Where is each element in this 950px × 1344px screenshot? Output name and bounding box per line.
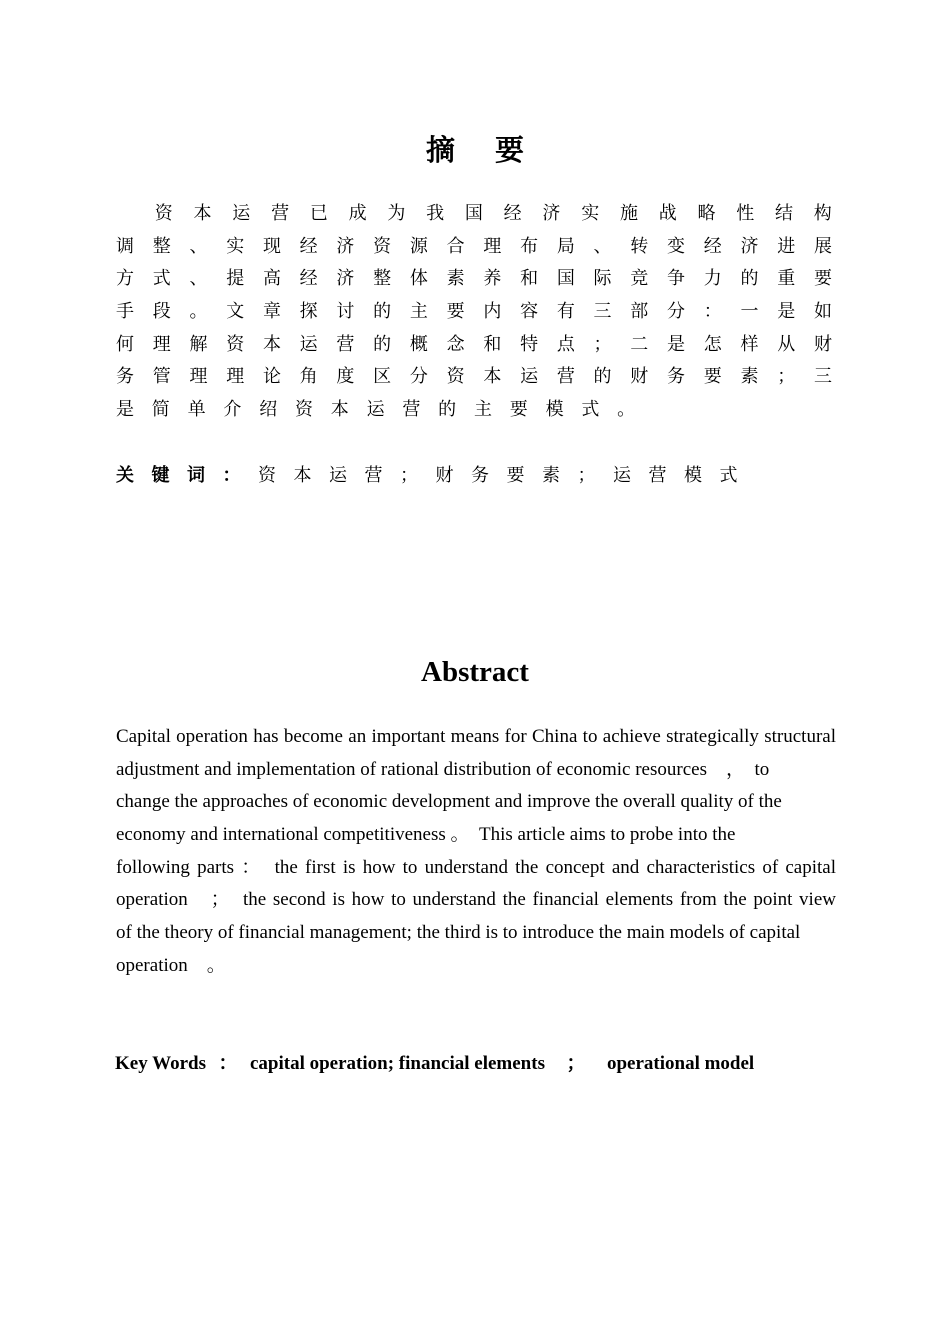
chinese-char: 。 <box>617 399 636 421</box>
chinese-char: 本 <box>262 333 281 355</box>
chinese-char: 要 <box>813 268 832 290</box>
chinese-char: 如 <box>813 301 832 323</box>
chinese-char: 现 <box>262 235 281 257</box>
chinese-char: 样 <box>740 333 759 355</box>
chinese-char: 要 <box>446 301 465 323</box>
chinese-char: 手 <box>116 301 134 323</box>
chinese-char: 主 <box>473 399 492 421</box>
chinese-char: 养 <box>483 268 502 290</box>
chinese-char: 、 <box>189 268 208 290</box>
english-keywords-part1: capital operation; financial elements <box>249 1053 545 1074</box>
chinese-char: 的 <box>740 268 759 290</box>
chinese-char: 角 <box>299 366 318 388</box>
chinese-char: 理 <box>226 366 245 388</box>
chinese-char: 绍 <box>259 399 278 421</box>
chinese-char: 运 <box>366 399 385 421</box>
chinese-char: 营 <box>402 399 421 421</box>
chinese-keywords <box>116 460 755 492</box>
chinese-char: 理 <box>189 366 208 388</box>
chinese-char: ； <box>593 333 612 355</box>
chinese-char: 主 <box>409 301 428 323</box>
chinese-char: 济 <box>740 235 759 257</box>
chinese-char: 为 <box>387 203 406 224</box>
english-line: following parts ： the first is how to understand the concept and characteristics of capital <box>116 856 836 878</box>
chinese-char: 资 <box>373 235 392 257</box>
chinese-char: 单 <box>187 399 206 421</box>
chinese-char: 布 <box>520 235 539 257</box>
chinese-char: 提 <box>226 268 245 290</box>
chinese-line <box>116 296 832 329</box>
chinese-char: 务 <box>667 366 686 388</box>
chinese-char: 整 <box>152 235 171 257</box>
chinese-char: 有 <box>556 301 575 323</box>
chinese-line <box>116 329 832 362</box>
chinese-char: 调 <box>116 235 134 257</box>
chinese-char: 济 <box>336 268 355 290</box>
english-line: adjustment and implementation of rational distribution of economic resources ， to <box>116 758 770 780</box>
chinese-char: 争 <box>667 268 686 290</box>
chinese-char: 的 <box>373 301 392 323</box>
chinese-char: 分 <box>667 301 686 323</box>
chinese-char: 本 <box>330 399 349 421</box>
chinese-char: 部 <box>630 301 649 323</box>
english-line: of the theory of financial management; the third is to introduce the main models of capital <box>116 922 801 944</box>
english-keywords-semicolon: ； <box>566 1053 586 1074</box>
chinese-char: 国 <box>556 268 575 290</box>
english-line: change the approaches of economic development and improve the overall quality of the <box>116 791 782 813</box>
chinese-char: 资 <box>446 366 465 388</box>
chinese-char: 已 <box>309 203 328 224</box>
chinese-char: 概 <box>409 333 428 355</box>
chinese-char: 运 <box>232 203 251 224</box>
chinese-char: 实 <box>226 235 245 257</box>
chinese-char: 本 <box>483 366 502 388</box>
english-abstract-title: Abstract <box>421 656 529 688</box>
chinese-char: 运 <box>520 366 539 388</box>
chinese-line <box>116 361 832 394</box>
chinese-char: 要 <box>703 366 722 388</box>
chinese-char: 财 <box>813 333 832 355</box>
chinese-char: 素 <box>446 268 465 290</box>
chinese-char: 展 <box>813 235 832 257</box>
chinese-line <box>116 263 832 296</box>
chinese-char: 高 <box>262 268 281 290</box>
chinese-char: 从 <box>777 333 796 355</box>
chinese-char: 是 <box>777 301 796 323</box>
chinese-char: 是 <box>116 399 134 421</box>
chinese-char: 三 <box>813 366 832 388</box>
chinese-char: 经 <box>503 203 522 224</box>
chinese-char: 理 <box>152 333 171 355</box>
chinese-char: 章 <box>262 301 281 323</box>
chinese-char: 要 <box>509 399 528 421</box>
chinese-char: ； <box>777 366 796 388</box>
chinese-char: 济 <box>336 235 355 257</box>
chinese-char: 的 <box>593 366 612 388</box>
chinese-char: 营 <box>271 203 290 224</box>
chinese-char: 和 <box>483 333 502 355</box>
chinese-char: 竞 <box>630 268 649 290</box>
chinese-char: 怎 <box>703 333 722 355</box>
english-keywords-label: Key Words <box>115 1053 206 1074</box>
english-keywords-part2: operational model <box>606 1053 755 1074</box>
chinese-char: 何 <box>116 333 134 355</box>
chinese-char: 体 <box>409 268 428 290</box>
chinese-char: 战 <box>658 203 677 224</box>
english-keywords-colon: ： <box>218 1053 238 1074</box>
chinese-char: 探 <box>299 301 318 323</box>
chinese-char: 的 <box>438 399 457 421</box>
chinese-char: 资 <box>226 333 245 355</box>
english-line: operation 。 <box>116 954 226 976</box>
chinese-line <box>116 198 832 231</box>
chinese-char: 、 <box>189 235 208 257</box>
chinese-char: 一 <box>740 301 759 323</box>
chinese-char: 、 <box>593 235 612 257</box>
chinese-char: 是 <box>667 333 686 355</box>
chinese-char: 转 <box>630 235 649 257</box>
english-line: operation ； the second is how to understand the financial elements from the point view <box>116 889 836 911</box>
chinese-char: 营 <box>336 333 355 355</box>
chinese-char: 容 <box>520 301 539 323</box>
chinese-char: 二 <box>630 333 649 355</box>
chinese-char: 念 <box>446 333 465 355</box>
chinese-char: 济 <box>542 203 561 224</box>
chinese-char: 国 <box>464 203 483 224</box>
chinese-char: 内 <box>483 301 502 323</box>
chinese-char: 务 <box>116 366 134 388</box>
chinese-char: 我 <box>426 203 445 224</box>
chinese-char: 讨 <box>336 301 355 323</box>
chinese-char: 经 <box>299 268 318 290</box>
chinese-char: 略 <box>697 203 716 224</box>
chinese-char: 模 <box>545 399 564 421</box>
chinese-char: 文 <box>226 301 245 323</box>
chinese-char: 简 <box>151 399 170 421</box>
chinese-char: 营 <box>556 366 575 388</box>
chinese-char: 素 <box>740 366 759 388</box>
chinese-char: 式 <box>581 399 600 421</box>
chinese-char: 重 <box>777 268 796 290</box>
chinese-char: 结 <box>775 203 794 224</box>
chinese-char: 经 <box>703 235 722 257</box>
chinese-char: 资 <box>294 399 313 421</box>
english-line: Capital operation has become an important means for China to achieve strategically structural <box>116 726 836 747</box>
chinese-char: 段 <box>152 301 171 323</box>
chinese-char: 式 <box>152 268 171 290</box>
chinese-char: 际 <box>593 268 612 290</box>
chinese-char: 本 <box>193 203 212 224</box>
chinese-char: 和 <box>520 268 539 290</box>
chinese-char: 性 <box>736 203 755 224</box>
chinese-char: 分 <box>409 366 428 388</box>
chinese-char: 方 <box>116 268 134 290</box>
chinese-char <box>116 198 134 231</box>
chinese-char: 源 <box>409 235 428 257</box>
chinese-char: 财 <box>630 366 649 388</box>
chinese-char: 成 <box>348 203 367 224</box>
chinese-char: 理 <box>483 235 502 257</box>
chinese-char: 经 <box>299 235 318 257</box>
chinese-char: 三 <box>593 301 612 323</box>
english-abstract-body <box>116 721 836 983</box>
chinese-char: 局 <box>556 235 575 257</box>
chinese-line <box>116 231 832 264</box>
chinese-char: 论 <box>262 366 281 388</box>
chinese-char: ： <box>703 301 722 323</box>
chinese-char: 点 <box>556 333 575 355</box>
english-keywords <box>115 1048 754 1080</box>
chinese-char: 力 <box>703 268 722 290</box>
chinese-char: 运 <box>299 333 318 355</box>
chinese-char: 整 <box>373 268 392 290</box>
chinese-char: 介 <box>223 399 242 421</box>
chinese-char: 资 <box>154 203 173 224</box>
english-line: economy and international competitiveness 。 This article aims to probe into the <box>116 824 736 846</box>
chinese-keywords-value: 资本运营；财务要素；运营模式 <box>258 465 755 486</box>
chinese-char: 构 <box>813 203 832 224</box>
chinese-char: 度 <box>336 366 355 388</box>
chinese-char: 的 <box>373 333 392 355</box>
chinese-char: 特 <box>520 333 539 355</box>
chinese-char: 解 <box>189 333 208 355</box>
chinese-keywords-label: 关键词： <box>116 465 258 486</box>
chinese-char: 合 <box>446 235 465 257</box>
chinese-char: 实 <box>581 203 600 224</box>
chinese-char: 变 <box>667 235 686 257</box>
chinese-line <box>116 394 832 427</box>
chinese-char: 区 <box>373 366 392 388</box>
chinese-abstract-title: 摘要 <box>425 133 564 167</box>
chinese-char: 。 <box>189 301 208 323</box>
chinese-abstract-body <box>116 198 832 427</box>
chinese-char: 管 <box>152 366 171 388</box>
chinese-char: 进 <box>777 235 796 257</box>
chinese-char: 施 <box>619 203 638 224</box>
